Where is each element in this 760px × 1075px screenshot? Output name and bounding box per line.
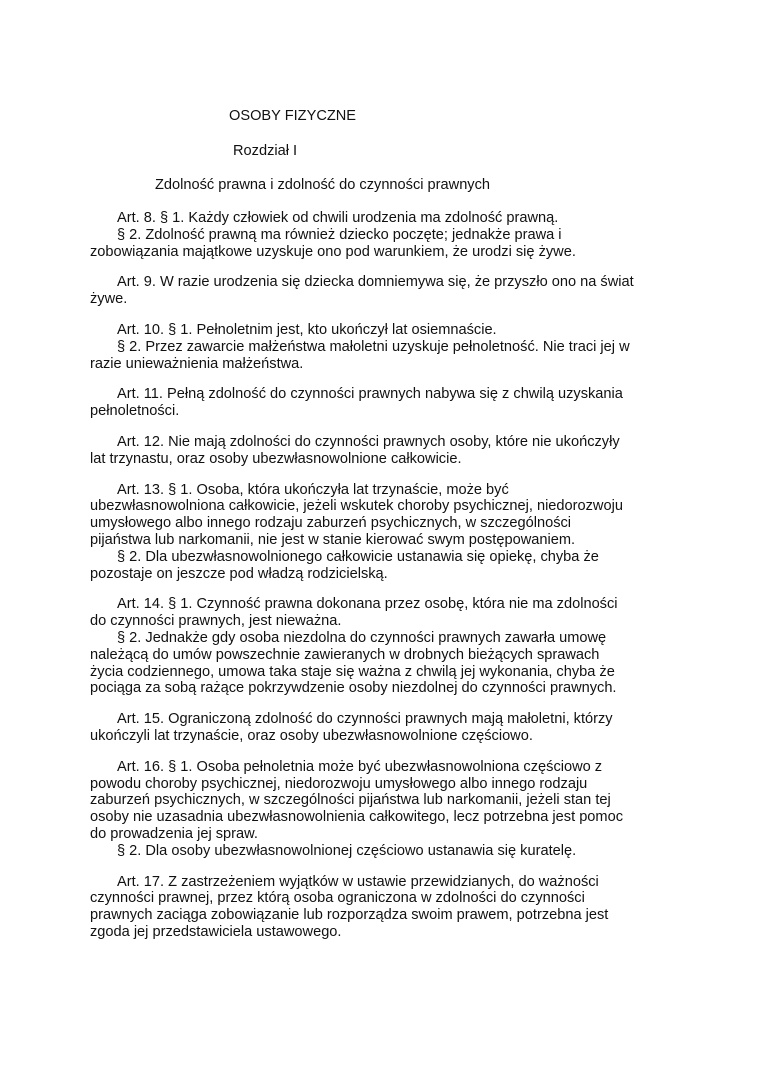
- text-line: osoby nie uzasadnia ubezwłasnowolnienia całkowitego, lecz potrzebna jest pomoc: [90, 809, 623, 826]
- text-line: należącą do umów powszechnie zawieranych w drobnych bieżących sprawach: [90, 646, 600, 663]
- article-paragraph: [90, 711, 690, 745]
- text-line: czynności prawnej, przez którą osoba ograniczona w zdolności do czynności: [90, 890, 585, 907]
- text-line: lat trzynastu, oraz osoby ubezwłasnowolnione całkowicie.: [90, 450, 462, 467]
- text-line: Art. 11. Pełną zdolność do czynności prawnych nabywa się z chwilą uzyskania: [117, 386, 623, 403]
- text-line: § 2. Przez zawarcie małżeństwa małoletni uzyskuje pełnoletność. Nie traci jej w: [117, 338, 630, 355]
- article-paragraph: [90, 482, 690, 583]
- text-line: powodu choroby psychicznej, niedorozwoju umysłowego albo innego rodzaju: [90, 775, 588, 792]
- text-line: ukończyli lat trzynaście, oraz osoby ubezwłasnowolnione częściowo.: [90, 727, 533, 744]
- text-line: pociąga za sobą rażące pokrzywdzenie osoby niezdolnej do czynności prawnych.: [90, 680, 617, 697]
- section-heading: Zdolność prawna i zdolność do czynności prawnych: [155, 177, 491, 193]
- text-line: zgoda jej przedstawiciela ustawowego.: [90, 923, 342, 940]
- article-paragraph: [90, 210, 690, 260]
- document-body: [90, 210, 690, 955]
- text-line: Art. 13. § 1. Osoba, która ukończyła lat trzynaście, może być: [117, 481, 509, 498]
- article-paragraph: [90, 596, 690, 697]
- text-line: § 2. Dla ubezwłasnowolnionego całkowicie ustanawia się opiekę, chyba że: [117, 548, 599, 565]
- text-line: pijaństwa lub narkomanii, nie jest w stanie kierować swym postępowaniem.: [90, 531, 576, 548]
- text-line: życia codziennego, umowa taka staje się ważna z chwilą jej wykonania, chyba że: [90, 663, 615, 680]
- text-line: do czynności prawnych, jest nieważna.: [90, 613, 342, 630]
- text-line: zaburzeń psychicznych, w szczególności pijaństwa lub narkomanii, jeżeli stan tej: [90, 792, 611, 809]
- text-line: prawnych zaciąga zobowiązanie lub rozporządza swoim prawem, potrzebna jest: [90, 907, 609, 924]
- article-paragraph: [90, 274, 690, 308]
- text-line: § 2. Zdolność prawną ma również dziecko poczęte; jednakże prawa i: [117, 226, 562, 243]
- text-line: Art. 16. § 1. Osoba pełnoletnia może być ubezwłasnowolniona częściowo z: [117, 758, 603, 775]
- text-line: pełnoletności.: [90, 403, 180, 420]
- text-line: § 2. Dla osoby ubezwłasnowolnionej częściowo ustanawia się kuratelę.: [117, 842, 577, 859]
- text-line: Art. 8. § 1. Każdy człowiek od chwili urodzenia ma zdolność prawną.: [117, 210, 559, 226]
- text-line: pozostaje on jeszcze pod władzą rodzicielską.: [90, 565, 388, 582]
- text-line: żywe.: [90, 291, 128, 308]
- text-line: Art. 12. Nie mają zdolności do czynności prawnych osoby, które nie ukończyły: [117, 433, 620, 450]
- text-line: do prowadzenia jej spraw.: [90, 825, 258, 842]
- text-line: razie unieważnienia małżeństwa.: [90, 355, 304, 372]
- text-line: § 2. Jednakże gdy osoba niezdolna do czynności prawnych zawarła umowę: [117, 629, 607, 646]
- document-title: OSOBY FIZYCZNE: [229, 108, 357, 124]
- text-line: Art. 17. Z zastrzeżeniem wyjątków w ustawie przewidzianych, do ważności: [117, 873, 599, 890]
- text-line: Art. 15. Ograniczoną zdolność do czynności prawnych mają małoletni, którzy: [117, 711, 613, 728]
- chapter-heading: Rozdział I: [233, 143, 298, 159]
- article-paragraph: [90, 759, 690, 860]
- article-paragraph: [90, 434, 690, 468]
- text-line: ubezwłasnowolniona całkowicie, jeżeli wskutek choroby psychicznej, niedorozwoju: [90, 498, 623, 515]
- article-paragraph: [90, 874, 690, 941]
- text-line: umysłowego albo innego rodzaju zaburzeń psychicznych, w szczególności: [90, 515, 572, 532]
- article-paragraph: [90, 322, 690, 372]
- text-line: zobowiązania majątkowe uzyskuje ono pod warunkiem, że urodzi się żywe.: [90, 243, 576, 260]
- article-paragraph: [90, 386, 690, 420]
- text-line: Art. 14. § 1. Czynność prawna dokonana przez osobę, która nie ma zdolności: [117, 596, 618, 613]
- text-line: Art. 10. § 1. Pełnoletnim jest, kto ukończył lat osiemnaście.: [117, 321, 497, 338]
- text-line: Art. 9. W razie urodzenia się dziecka domniemywa się, że przyszło ono na świat: [117, 274, 634, 291]
